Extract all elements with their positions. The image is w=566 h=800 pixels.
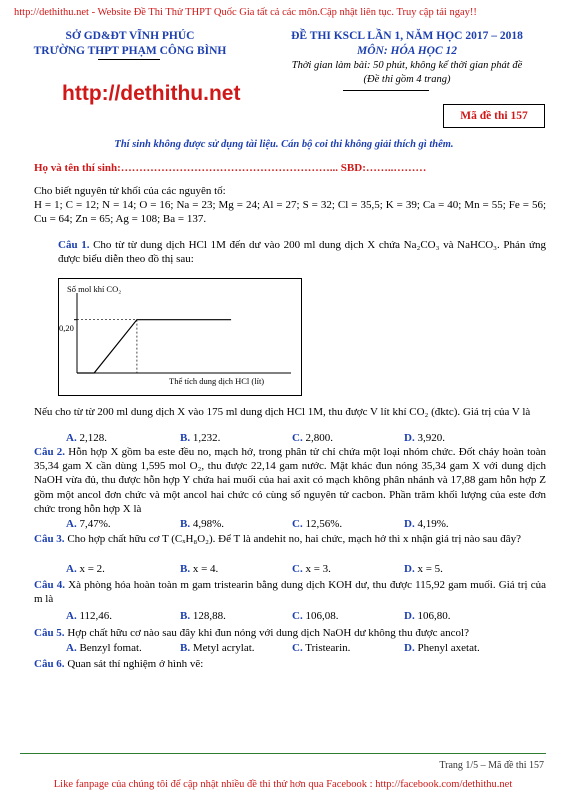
option-a[interactable]: A. 112,46.: [66, 610, 113, 622]
question-1-followup: Nếu cho từ từ 200 ml dung dịch X vào 175 ml dung dịch HCl 1M, thu được V lít khí CO₂ (đktc). Giá trị của V là: [34, 406, 531, 418]
option-b[interactable]: B. Metyl acrylat.: [180, 642, 255, 654]
page-note: (Đề thi gồm 4 trang): [363, 74, 451, 85]
question-label: Câu 2.: [34, 446, 66, 458]
department: SỞ GD&ĐT VĨNH PHÚC: [65, 30, 195, 42]
question-text: Xà phòng hóa hoàn toàn m gam tristearin bằng dung dịch KOH dư, thu được 115,92 gam muối. Giá trị của m là: [34, 579, 546, 606]
page-info: Trang 1/5 – Mã đề thi 157: [439, 760, 544, 771]
question-text: Hỗn hợp X gồm ba este đều no, mạch hở, trong phân tử chỉ chứa một loại nhóm chức. Đốt cháy hoàn toàn 35,34 gam X cần dùng 1,595 mol O₂, thu được 22,14 gam nước. Mặt khác đun nóng 35,34 gam X với dung dịch NaOH vừa đủ, thu được hỗn hợp Y chứa hai muối của hai axit có mạch không phân nhánh và 17,88 gam hỗn hợp Z gồm một ancol đơn chức và một ancol hai chức có cùng số nguyên tử cacbon. Phần trăm khối lượng của este đơn chức trong hỗn hợp X là: [34, 446, 547, 515]
option-a[interactable]: A. Benzyl fomat.: [66, 642, 142, 654]
subject: MÔN: HÓA HỌC 12: [357, 45, 457, 57]
question-6-stem: [34, 657, 546, 671]
question-label: Câu 4.: [34, 579, 65, 591]
watermark-url[interactable]: http://dethithu.net: [62, 82, 241, 105]
option-d[interactable]: D. x = 5.: [404, 563, 443, 575]
option-b[interactable]: B. 1,232.: [180, 432, 221, 444]
option-d[interactable]: D. 106,80.: [404, 610, 451, 622]
option-d[interactable]: D. Phenyl axetat.: [404, 642, 480, 654]
atomic-mass-list: H = 1; C = 12; N = 14; O = 16; Na = 23; Mg = 24; Al = 27; S = 32; Cl = 35,5; K = 39; Ca = 40; Mn = 55; Fe = 56; Cu = 64; Zn = 65; Ag = 108; Ba = 137.: [34, 199, 546, 226]
option-b[interactable]: B. 4,98%.: [180, 518, 225, 530]
school-name: TRƯỜNG THPT PHẠM CÔNG BÌNH: [33, 45, 227, 57]
question-5-stem: [34, 626, 546, 640]
chart-x-label: Thể tích dung dịch HCl (lít): [169, 376, 265, 386]
top-banner[interactable]: http://dethithu.net - Website Đề Thi Thử THPT Quốc Gia tất cả các môn.Cập nhật liên tục. Truy cập tải ngay!!: [14, 7, 477, 18]
question-1-stem: [58, 238, 546, 266]
option-c[interactable]: C. Tristearin.: [292, 642, 351, 654]
header-left: [30, 29, 230, 59]
question-label: Câu 6.: [34, 658, 65, 670]
question-label: Câu 3.: [34, 533, 65, 545]
atomic-mass-intro: Cho biết nguyên tử khối của các nguyên tố:: [34, 185, 226, 197]
instructions: Thí sinh không được sử dụng tài liệu. Cán bộ coi thi không giải thích gì thêm.: [114, 139, 454, 150]
time-note: Thời gian làm bài: 50 phút, không kể thời gian phát đề: [291, 60, 523, 71]
question-label: Câu 1.: [58, 239, 90, 251]
chart-frame: [58, 278, 302, 396]
header-left-underline: [98, 59, 160, 60]
question-2-stem: [34, 445, 546, 516]
question-text: Quan sát thí nghiệm ở hình vẽ:: [67, 658, 204, 670]
exam-title: ĐỀ THI KSCL LẦN 1, NĂM HỌC 2017 – 2018: [291, 30, 523, 42]
bottom-banner[interactable]: Like fanpage của chúng tôi để cập nhật nhiều đề thi thử hơn qua Facebook : http://facebook.com/dethithu.net: [53, 779, 513, 790]
header-right-underline: [343, 90, 429, 91]
option-b[interactable]: B. x = 4.: [180, 563, 219, 575]
option-a[interactable]: A. x = 2.: [66, 563, 105, 575]
option-d[interactable]: D. 4,19%.: [404, 518, 449, 530]
option-c[interactable]: C. x = 3.: [292, 563, 331, 575]
option-a[interactable]: A. 7,47%.: [66, 518, 111, 530]
footer-divider: [20, 753, 546, 754]
exam-code-box: Mã đề thi 157: [443, 104, 545, 128]
header-right: [262, 29, 552, 87]
option-c[interactable]: C. 106,08.: [292, 610, 339, 622]
chart-y-label: Số mol khí CO₂: [67, 284, 122, 294]
option-c[interactable]: C. 12,56%.: [292, 518, 343, 530]
question-4-stem: [34, 578, 546, 606]
co2-series-line: [77, 320, 231, 373]
chart-y-tick-label: 0,20: [59, 323, 74, 333]
option-d[interactable]: D. 3,920.: [404, 432, 445, 444]
question-label: Câu 5.: [34, 627, 65, 639]
question-3-stem: [34, 532, 546, 546]
option-a[interactable]: A. 2,128.: [66, 432, 107, 444]
candidate-info-line: Họ và tên thí sinh:…………………………………………………... SBD:……..………: [34, 162, 427, 174]
question-text: Cho từ từ dung dịch HCl 1M đến dư vào 200 ml dung dịch X chứa Na₂CO₃ và NaHCO₃. Phản ứng được biểu diễn theo đồ thị sau:: [58, 239, 546, 266]
option-c[interactable]: C. 2,800.: [292, 432, 333, 444]
question-text: Cho hợp chất hữu cơ T (CₓH₈O₂). Để T là andehit no, hai chức, mạch hở thì x nhận giá trị nào sau đây?: [67, 533, 521, 545]
question-text: Hợp chất hữu cơ nào sau đây khi đun nóng với dung dịch NaOH dư không thu được ancol?: [67, 627, 469, 639]
option-b[interactable]: B. 128,88.: [180, 610, 226, 622]
